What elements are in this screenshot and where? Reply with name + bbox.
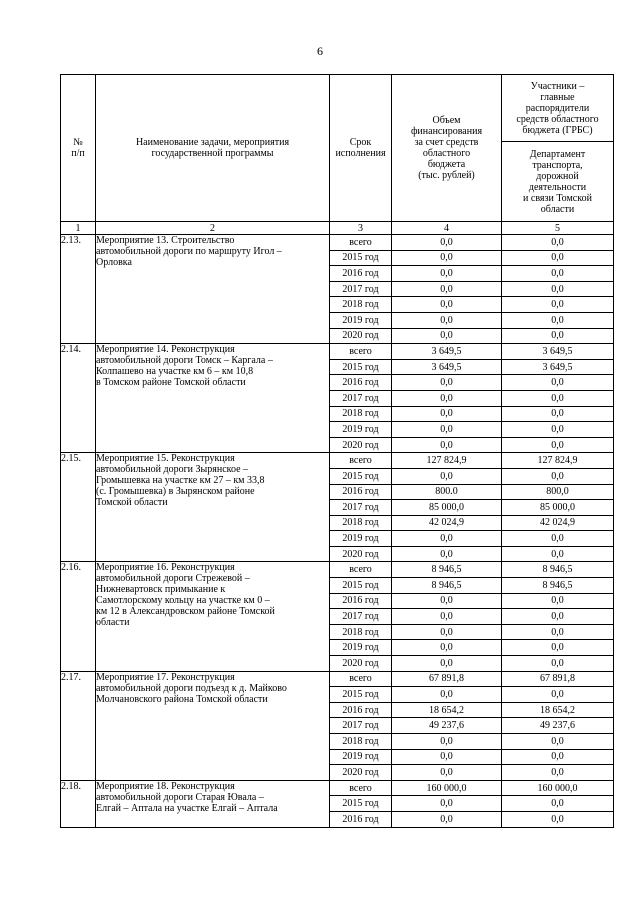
budget-value-cell: 0,0 [392, 796, 502, 812]
department-value-cell: 0,0 [502, 811, 614, 827]
budget-value-cell: 49 237,6 [392, 718, 502, 734]
budget-value-cell: 42 024,9 [392, 515, 502, 531]
table-row [61, 344, 614, 360]
department-value-cell: 0,0 [502, 531, 614, 547]
budget-value-cell: 0,0 [392, 749, 502, 765]
budget-value-cell: 8 946,5 [392, 578, 502, 594]
budget-value-cell: 0,0 [392, 266, 502, 282]
budget-value-cell: 0,0 [392, 531, 502, 547]
header-term: Срок исполнения [330, 75, 392, 222]
column-number: 5 [502, 222, 614, 235]
budget-value-cell: 0,0 [392, 468, 502, 484]
department-value-cell: 8 946,5 [502, 578, 614, 594]
department-value-cell: 18 654,2 [502, 702, 614, 718]
header-name: Наименование задачи, мероприятия государственной программы [96, 75, 330, 222]
measure-description: Мероприятие 18. Реконструкция автомобильной дороги Старая Ювала – Елгай – Аптала на участке Елгай – Аптала [96, 780, 330, 827]
period-cell: 2017 год [330, 718, 392, 734]
page-number: 6 [317, 44, 323, 58]
header-budget: Объем финансирования за счет средств областного бюджета (тыс. рублей) [392, 75, 502, 222]
budget-value-cell: 0,0 [392, 765, 502, 781]
department-value-cell: 0,0 [502, 266, 614, 282]
row-number: 2.17. [61, 671, 96, 780]
budget-value-cell: 0,0 [392, 375, 502, 391]
column-number: 2 [96, 222, 330, 235]
department-value-cell: 0,0 [502, 281, 614, 297]
budget-value-cell: 0,0 [392, 734, 502, 750]
budget-value-cell: 18 654,2 [392, 702, 502, 718]
header-department: Департамент транспорта, дорожной деятельности и связи Томской области [502, 142, 614, 222]
period-cell: 2016 год [330, 375, 392, 391]
period-cell: всего [330, 562, 392, 578]
period-cell: 2016 год [330, 811, 392, 827]
period-cell: 2016 год [330, 484, 392, 500]
department-value-cell: 0,0 [502, 624, 614, 640]
budget-value-cell: 0,0 [392, 624, 502, 640]
budget-value-cell: 160 000,0 [392, 780, 502, 796]
department-value-cell: 0,0 [502, 437, 614, 453]
department-value-cell: 0,0 [502, 765, 614, 781]
budget-value-cell: 0,0 [392, 422, 502, 438]
period-cell: 2018 год [330, 406, 392, 422]
period-cell: 2015 год [330, 687, 392, 703]
budget-value-cell: 0,0 [392, 250, 502, 266]
column-number-row [61, 222, 614, 235]
budget-value-cell: 85 000,0 [392, 500, 502, 516]
header-num: № п/п [61, 75, 96, 222]
department-value-cell: 0,0 [502, 734, 614, 750]
measure-description: Мероприятие 13. Строительство автомобильной дороги по маршруту Игол – Орловка [96, 235, 330, 344]
department-value-cell: 800,0 [502, 484, 614, 500]
table-row [61, 780, 614, 796]
budget-value-cell: 0,0 [392, 406, 502, 422]
budget-value-cell: 0,0 [392, 687, 502, 703]
measure-description: Мероприятие 17. Реконструкция автомобильной дороги подъезд к д. Майково Молчановского района Томской области [96, 671, 330, 780]
period-cell: всего [330, 344, 392, 360]
department-value-cell: 0,0 [502, 250, 614, 266]
department-value-cell: 0,0 [502, 406, 614, 422]
department-value-cell: 0,0 [502, 687, 614, 703]
budget-value-cell: 0,0 [392, 235, 502, 251]
department-value-cell: 0,0 [502, 297, 614, 313]
period-cell: 2020 год [330, 328, 392, 344]
period-cell: всего [330, 780, 392, 796]
period-cell: 2015 год [330, 250, 392, 266]
period-cell: 2016 год [330, 702, 392, 718]
department-value-cell: 0,0 [502, 749, 614, 765]
period-cell: 2016 год [330, 593, 392, 609]
period-cell: 2018 год [330, 734, 392, 750]
period-cell: 2019 год [330, 312, 392, 328]
budget-value-cell: 0,0 [392, 811, 502, 827]
department-value-cell: 85 000,0 [502, 500, 614, 516]
period-cell: 2017 год [330, 609, 392, 625]
period-cell: 2019 год [330, 749, 392, 765]
budget-value-cell: 0,0 [392, 312, 502, 328]
period-cell: 2019 год [330, 531, 392, 547]
department-value-cell: 8 946,5 [502, 562, 614, 578]
budget-value-cell: 0,0 [392, 437, 502, 453]
row-number: 2.16. [61, 562, 96, 671]
department-value-cell: 0,0 [502, 546, 614, 562]
period-cell: 2018 год [330, 297, 392, 313]
measure-description: Мероприятие 14. Реконструкция автомобильной дороги Томск – Каргала – Колпашево на участке км 6 – км 10,8 в Томском районе Томской области [96, 344, 330, 453]
period-cell: всего [330, 453, 392, 469]
table-row [61, 671, 614, 687]
budget-value-cell: 0,0 [392, 640, 502, 656]
department-value-cell: 0,0 [502, 609, 614, 625]
period-cell: 2015 год [330, 359, 392, 375]
budget-value-cell: 0,0 [392, 297, 502, 313]
period-cell: 2015 год [330, 578, 392, 594]
row-number: 2.15. [61, 453, 96, 562]
measure-description: Мероприятие 16. Реконструкция автомобильной дороги Стрежевой – Нижневартовск примыкание к Самотлорскому кольцу на участке км 0 – км 12 в Александровском районе Томской области [96, 562, 330, 671]
budget-value-cell: 0,0 [392, 390, 502, 406]
budget-value-cell: 3 649,5 [392, 359, 502, 375]
budget-value-cell: 127 824,9 [392, 453, 502, 469]
department-value-cell: 0,0 [502, 656, 614, 672]
department-value-cell: 127 824,9 [502, 453, 614, 469]
period-cell: 2015 год [330, 468, 392, 484]
budget-value-cell: 0,0 [392, 656, 502, 672]
table-body [61, 235, 614, 828]
budget-value-cell: 0,0 [392, 328, 502, 344]
department-value-cell: 0,0 [502, 422, 614, 438]
department-value-cell: 160 000,0 [502, 780, 614, 796]
budget-value-cell: 800.0 [392, 484, 502, 500]
budget-table [60, 74, 614, 828]
row-number: 2.18. [61, 780, 96, 827]
department-value-cell: 0,0 [502, 375, 614, 391]
budget-value-cell: 3 649,5 [392, 344, 502, 360]
period-cell: 2017 год [330, 390, 392, 406]
budget-value-cell: 0,0 [392, 609, 502, 625]
period-cell: 2015 год [330, 796, 392, 812]
period-cell: 2017 год [330, 500, 392, 516]
table-row [61, 562, 614, 578]
department-value-cell: 0,0 [502, 593, 614, 609]
department-value-cell: 0,0 [502, 390, 614, 406]
period-cell: 2018 год [330, 515, 392, 531]
budget-value-cell: 67 891,8 [392, 671, 502, 687]
row-number: 2.14. [61, 344, 96, 453]
period-cell: всего [330, 235, 392, 251]
department-value-cell: 0,0 [502, 468, 614, 484]
period-cell: 2020 год [330, 656, 392, 672]
period-cell: 2020 год [330, 437, 392, 453]
period-cell: 2017 год [330, 281, 392, 297]
header-participants: Участники – главные распорядители средств областного бюджета (ГРБС) [502, 75, 614, 142]
period-cell: всего [330, 671, 392, 687]
period-cell: 2016 год [330, 266, 392, 282]
department-value-cell: 3 649,5 [502, 344, 614, 360]
period-cell: 2020 год [330, 546, 392, 562]
department-value-cell: 0,0 [502, 328, 614, 344]
department-value-cell: 0,0 [502, 312, 614, 328]
period-cell: 2020 год [330, 765, 392, 781]
budget-value-cell: 0,0 [392, 593, 502, 609]
department-value-cell: 49 237,6 [502, 718, 614, 734]
column-number: 1 [61, 222, 96, 235]
department-value-cell: 0,0 [502, 235, 614, 251]
column-number: 3 [330, 222, 392, 235]
table-row [61, 235, 614, 251]
period-cell: 2018 год [330, 624, 392, 640]
department-value-cell: 0,0 [502, 796, 614, 812]
budget-value-cell: 0,0 [392, 546, 502, 562]
budget-value-cell: 8 946,5 [392, 562, 502, 578]
budget-value-cell: 0,0 [392, 281, 502, 297]
row-number: 2.13. [61, 235, 96, 344]
table-row [61, 453, 614, 469]
period-cell: 2019 год [330, 640, 392, 656]
department-value-cell: 3 649,5 [502, 359, 614, 375]
column-number: 4 [392, 222, 502, 235]
department-value-cell: 0,0 [502, 640, 614, 656]
measure-description: Мероприятие 15. Реконструкция автомобильной дороги Зырянское – Громышевка на участке км 27 – км 33,8 (с. Громышевка) в Зырянском районе Томской области [96, 453, 330, 562]
department-value-cell: 42 024,9 [502, 515, 614, 531]
period-cell: 2019 год [330, 422, 392, 438]
department-value-cell: 67 891,8 [502, 671, 614, 687]
